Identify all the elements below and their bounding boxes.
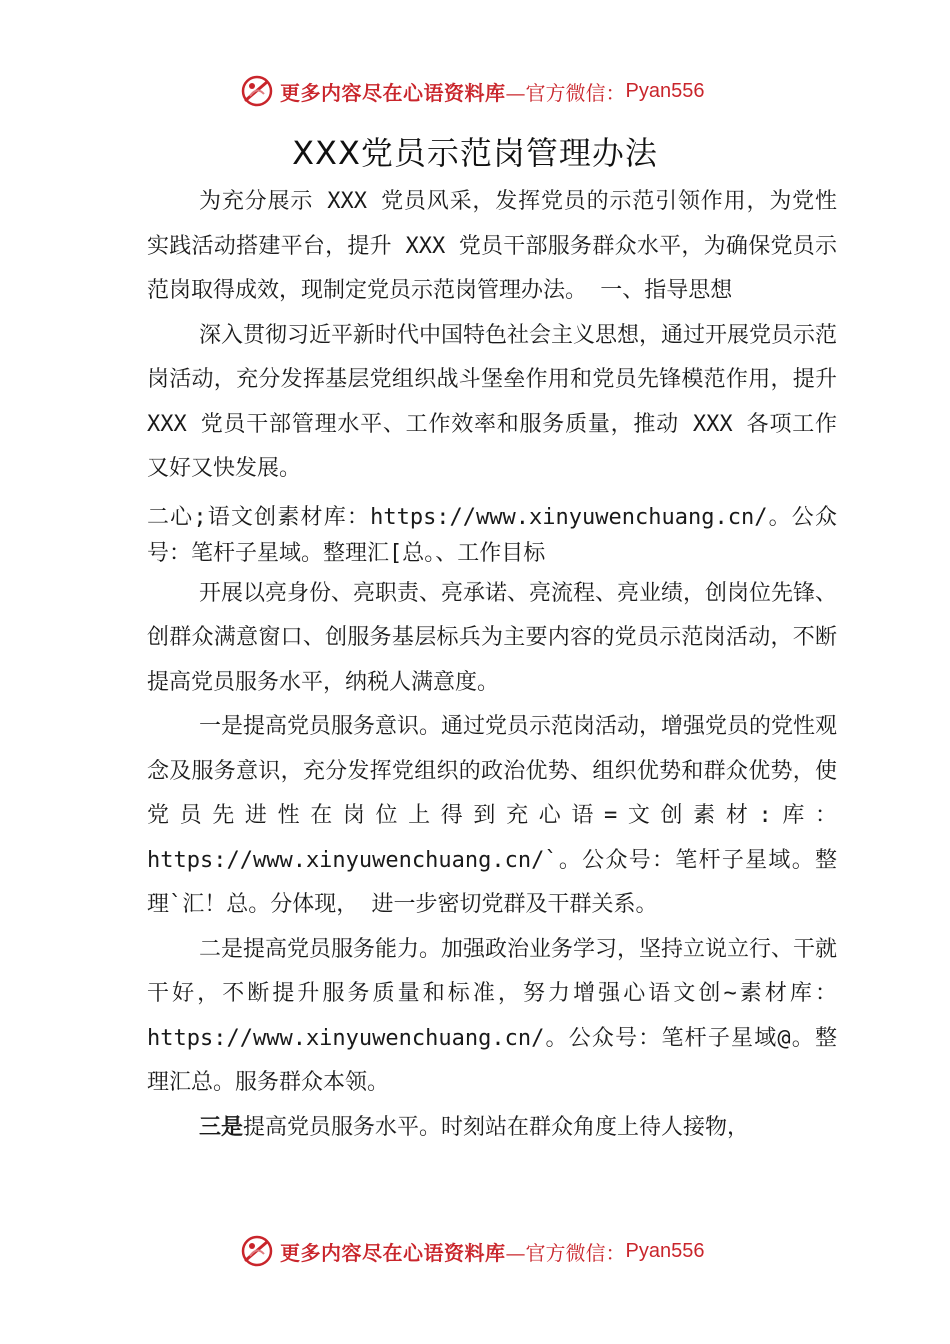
paragraph-lead-bold: 三是 (199, 1114, 244, 1140)
banner-wechat-label: —官方微信： (505, 80, 626, 105)
pen-circle-logo-icon (240, 74, 274, 108)
paragraph-intro: 为充分展示 XXX 党员风采，发挥党员的示范引领作用，为党性实践活动搭建平台，提升 XXX 党员干部服务群众水平，为确保党员示范岗取得成效，现制定党员示范岗管理办法。 一、指导思想 (147, 189, 837, 303)
paragraph-work-goal-heading: 二心;语文创素材库：https://www.xinyuwenchuang.cn/。公众号：笔杆子星域。整理汇[总。、工作目标 (147, 504, 837, 566)
banner-library-text: 更多内容尽在心语资料库 (280, 1240, 506, 1265)
paragraph-service-level (147, 1106, 837, 1151)
paragraph-service-awareness: 一是提高党员服务意识。通过党员示范岗活动，增强党员的党性观念及服务意识，充分发挥党组织的政治优势、组织优势和群众优势，使党员先进性在岗位上得到充心语=文创素材:库：https://www.xinyuwenchuang.cn/`。公众号：笔杆子星域。整理`汇！总。分体现， 进一步密切党群及干群关系。 (147, 714, 838, 917)
document-title: XXX党员示范岗管理办法 (292, 134, 658, 172)
banner-wechat-label: —官方微信： (505, 1240, 626, 1265)
banner-wechat-id: Pyan556 (625, 79, 705, 102)
paragraph-work-goal: 开展以亮身份、亮职责、亮承诺、亮流程、亮业绩，创岗位先锋、创群众满意窗口、创服务基层标兵为主要内容的党员示范岗活动，不断提高党员服务水平，纳税人满意度。 (147, 580, 838, 695)
paragraph-service-level-text: 提高党员服务水平。时刻站在群众角度上待人接物， (243, 1114, 750, 1140)
paragraph-service-ability: 二是提高党员服务能力。加强政治业务学习，坚持立说立行、干就干好，不断提升服务质量和标准，努力增强心语文创~素材库：https://www.xinyuwenchuang.cn/。公众号：笔杆子星域@。整理汇总。服务群众本领。 (147, 936, 838, 1095)
paragraph-guiding-thought: 深入贯彻习近平新时代中国特色社会主义思想，通过开展党员示范岗活动，充分发挥基层党组织战斗堡垒作用和党员先锋模范作用，提升 XXX 党员干部管理水平、工作效率和服务质量，推动 XXX 各项工作又好又快发展。 (147, 322, 838, 481)
footer-banner (240, 1234, 704, 1268)
banner-wechat-id: Pyan556 (625, 1239, 705, 1262)
banner-library-text: 更多内容尽在心语资料库 (280, 80, 506, 105)
document-body (147, 180, 837, 1150)
header-banner (240, 74, 704, 108)
pen-circle-logo-icon (240, 1234, 274, 1268)
